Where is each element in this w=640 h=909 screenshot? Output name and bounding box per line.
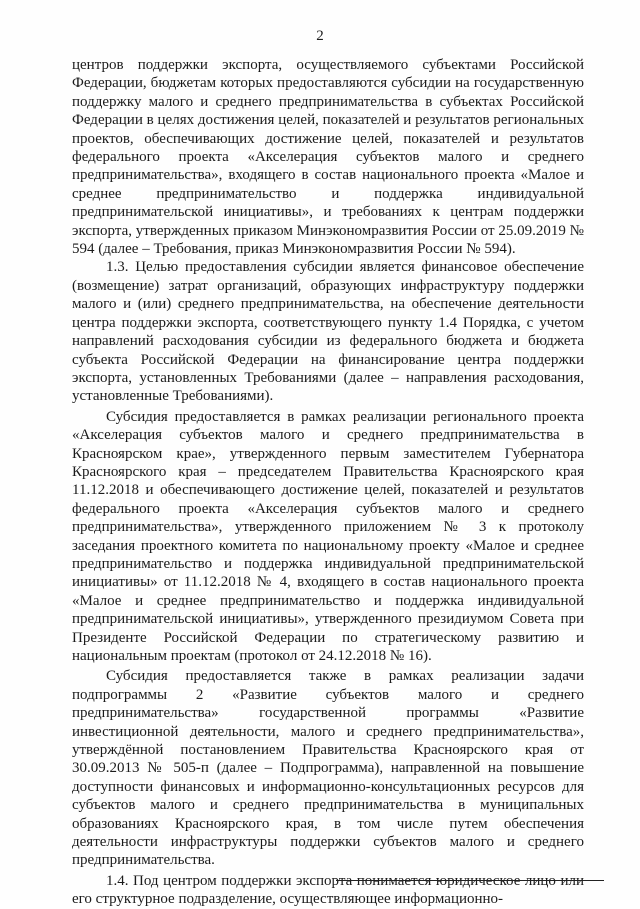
paragraph-1-3: 1.3. Целью предоставления субсидии является финансовое обеспечение (возмещение) затрат организаций, образующих инфраструктуру поддержки малого и (или) среднего предпринимательства, на обеспечение деятельности центра поддержки экспорта, соответствующего пункту 1.4 Порядка, с учетом направлений расходования субсидии из федерального бюджета и бюджета субъекта Российской Федерации на финансирование центра поддержки экспорта, установленных Требованиями (далее – направления расходования, установленные Требованиями). — [72, 259, 584, 405]
paragraph-subsidy-subprogram: Субсидия предоставляется также в рамках реализации задачи подпрограммы 2 «Развитие субъектов малого и среднего предпринимательства» государственной программы «Развитие инвестиционной деятельности, малого и среднего предпринимательства», утверждённой постановлением Правительства Красноярского края от 30.09.2013 № 505-п (далее – Подпрограмма), направленной на повышение доступности финансовых и информационно-консультационных ресурсов для субъектов малого и среднего предпринимательства в муниципальных образованиях Красноярского края, в том числе путем обеспечения деятельности инфраструктуры поддержки субъектов малого и среднего предпринимательства. — [72, 668, 584, 869]
footer-divider — [336, 880, 604, 881]
document-body — [72, 56, 584, 909]
paragraph-1-4: 1.4. Под центром поддержки экспорта понимается юридическое лицо или его структурное подразделение, осуществляющее информационно- — [72, 872, 584, 908]
paragraph-subsidy-regional-project: Субсидия предоставляется в рамках реализации регионального проекта «Акселерация субъектов малого и среднего предпринимательства в Красноярском крае», утвержденного первым заместителем Губернатора Красноярского края – председателем Правительства Красноярского края 11.12.2018 и обеспечивающего достижение целей, показателей и результатов федерального проекта «Акселерация субъектов малого и среднего предпринимательства», утвержденного приложением № 3 к протоколу заседания проектного комитета по национальному проекту «Малое и среднее предпринимательство и поддержка индивидуальной предпринимательской инициативы» от 11.12.2018 № 4, входящего в состав национального проекта «Малое и среднее предпринимательство и поддержка индивидуальной предпринимательской инициативы», утвержденного президиумом Совета при Президенте Российской Федерации по стратегическому развитию и национальным проектам (протокол от 24.12.2018 № 16). — [72, 408, 584, 664]
page-number: 2 — [316, 28, 324, 44]
paragraph-continuation: центров поддержки экспорта, осуществляемого субъектами Российской Федерации, бюджетам которых предоставляются субсидии на государственную поддержку малого и среднего предпринимательства в субъектах Российской Федерации в целях достижения целей, показателей и результатов региональных проектов, обеспечивающих достижение целей, показателей и результатов федерального проекта «Акселерация субъектов малого и среднего предпринимательства», входящего в состав национального проекта «Малое и среднее предпринимательство и поддержка индивидуальной предпринимательской инициативы», и требованиях к центрам поддержки экспорта, утвержденных приказом Минэкономразвития России от 25.09.2019 № 594 (далее – Требования, приказ Минэкономразвития России № 594). — [72, 57, 584, 258]
